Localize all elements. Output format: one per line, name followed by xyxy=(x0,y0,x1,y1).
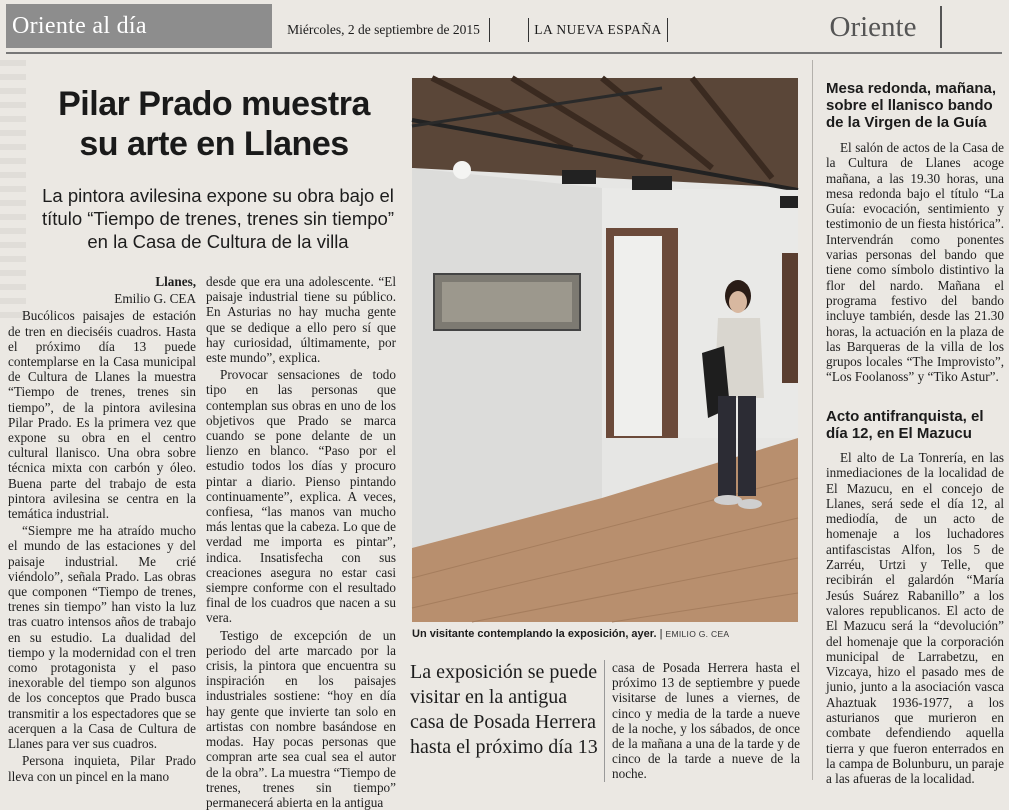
byline-author: Emilio G. CEA xyxy=(114,291,196,307)
paragraph: desde que era una adolescente. “El paisaje industrial tiene su público. En Asturias no hay mucha gente que se dedique a ello pero sí que hay curiosidad, últimamente, por este mundo”, explica. xyxy=(206,274,396,366)
caption-text: Un visitante contemplando la exposición, ayer. xyxy=(412,628,657,640)
title-line-2: su arte en Llanes xyxy=(79,125,349,163)
brief-2-title: Acto antifranquista, el día 12, en El Mazucu xyxy=(826,408,984,442)
article-column-1 xyxy=(8,274,196,784)
paragraph: Bucólicos paisajes de estación de tren en dieciséis cuadros. Hasta el próximo día 13 puede contemplarse en la Casa municipal de Cultura de Llanes la muestra “Tiempo de trenes, trenes sin tiempo”, de la pintora avilesina Pilar Prado. Es la primera vez que expone su obra en el centro cultural llanisco. Una obra sobre técnica mixta con carbón y óleo. Buena parte del trabajo de esta pintora avilesina se centra en la temática industrial. xyxy=(8,308,196,522)
newspaper-name: LA NUEVA ESPAÑA xyxy=(528,18,668,42)
paragraph: casa de Posada Herrera hasta el próximo 13 de septiembre y puede visitarse de lunes a viernes, de cinco y media de la tarde a nueve de la noche, y los sábados, de once de la mañana a una de la tarde y de cinco de la tarde a nueve de la noche. xyxy=(612,660,800,782)
title-line-1: Pilar Prado muestra xyxy=(58,85,370,123)
paragraph: El alto de La Tonrería, en las inmediaciones de la localidad de El Mazucu, en el concejo de Llanes, será sede el día 12, al mediodía, de un acto de homenaje a los luchadores antifascistas Alfon, los 5 de Zarréu, Urtzi y Telle, que recibirán el galardón “María Jesús Suárez Rabanillo” a los valores republicanos. El acto de El Mazucu será la “devolución” del homenaje que la corporación municipal de Larrabetzu, en Vizcaya, hizo el pasado mes de junio, junto a la asociación vasca Ahaztuak 1936-1977, a los asturianos que murieron en combate defendiendo aquella tierra y que fueron enterrados en la campa de Bolunburu, un paraje a las afueras de la localidad. xyxy=(826,450,1004,787)
article-column-2 xyxy=(206,274,396,810)
photo-illustration xyxy=(412,78,798,622)
exhibition-photo xyxy=(412,78,798,622)
paragraph: Persona inquieta, Pilar Prado lleva con un pincel en la mano xyxy=(8,753,196,784)
region-label: Oriente xyxy=(806,6,942,48)
paragraph: Provocar sensaciones de todo tipo en las personas que contemplan sus obras en uno de los objetivos que Prado se marca cuando se pone delante de un lienzo en blanco. “Paso por el estudio todos los días y procuro pintar a diario. Pienso pintando continuamente”, explica. A veces, confiesa, “las manos van mucho más lentas que la cabeza. Lo que de verdad me importa es pintar”, indica. Insatisfecha con sus creaciones asegura no estar casi siempre conforme con el resultado final de los cuadros que nacen a su vera. xyxy=(206,367,396,626)
article-column-3 xyxy=(612,660,800,785)
brief-1-title: Mesa redonda, mañana, sobre el llanisco bando de la Virgen de la Guía xyxy=(826,80,997,131)
pull-quote: La exposición se puede visitar en la antigua casa de Posada Herrera hasta el próximo día 13 xyxy=(410,661,598,758)
paragraph: Testigo de excepción de un periodo del arte marcado por la crisis, la pintora que encuentra su inspiración en los paisajes industriales sostiene: “hoy en día hay gente que invierte tan solo en artistas con nombre basándose en modas. Hay pocas personas que compran arte sea cual sea el autor de la obra”. La muestra “Tiempo de trenes, trenes sin tiempo” permanecerá abierta en la antigua xyxy=(206,627,396,810)
sidebar-divider xyxy=(812,60,813,780)
paragraph: El salón de actos de la Casa de la Cultura de Llanes acoge mañana, a las 19.30 horas, una mesa redonda bajo el título “La Guía: evocación, sentimiento y testimonio de un fiesta histórica”. Intervendrán como ponentes varias personas del bando que tiene como símbolo distintivo la flor del nardo. Mañana el programa festivo del bando incluye también, desde las 21.30 horas, la actuación en la plaza de las Barqueras de la villa de los grupos locales “The Improvisto”, “Los Foolanoss” y “Tiko Astur”. xyxy=(826,140,1004,385)
brief-1-body xyxy=(826,140,1004,400)
byline-place: Llanes, xyxy=(155,274,196,289)
section-header: Oriente al día xyxy=(6,4,272,48)
column-divider xyxy=(604,660,605,782)
article-subtitle: La pintora avilesina expone su obra bajo el título “Tiempo de trenes, trenes sin tiempo” en la Casa de Cultura de la villa xyxy=(42,185,394,252)
paragraph: “Siempre me ha atraído mucho el mundo de las estaciones y del paisaje industrial. Me crié viéndolo”, señala Prado. Las obras que componen “Tiempo de trenes, trenes sin tiempo” han visto la luz tras cuatro intensos años de trabajo en su estudio. La dualidad del tiempo y la modernidad con el tren como protagonista y el paso inexorable del tiempo son algunos de los conceptos que Prado busca transmitir a los espectadores que se acerquen a la Casa de Cultura de Llanes para ver sus cuadros. xyxy=(8,523,196,752)
brief-2-body xyxy=(826,450,1004,787)
header-divider xyxy=(6,52,1002,54)
photo-credit: EMILIO G. CEA xyxy=(665,629,730,639)
photo-caption: Un visitante contemplando la exposición, ayer. | EMILIO G. CEA xyxy=(412,628,730,640)
issue-date: Miércoles, 2 de septiembre de 2015 xyxy=(278,18,490,42)
article-title xyxy=(30,84,398,164)
